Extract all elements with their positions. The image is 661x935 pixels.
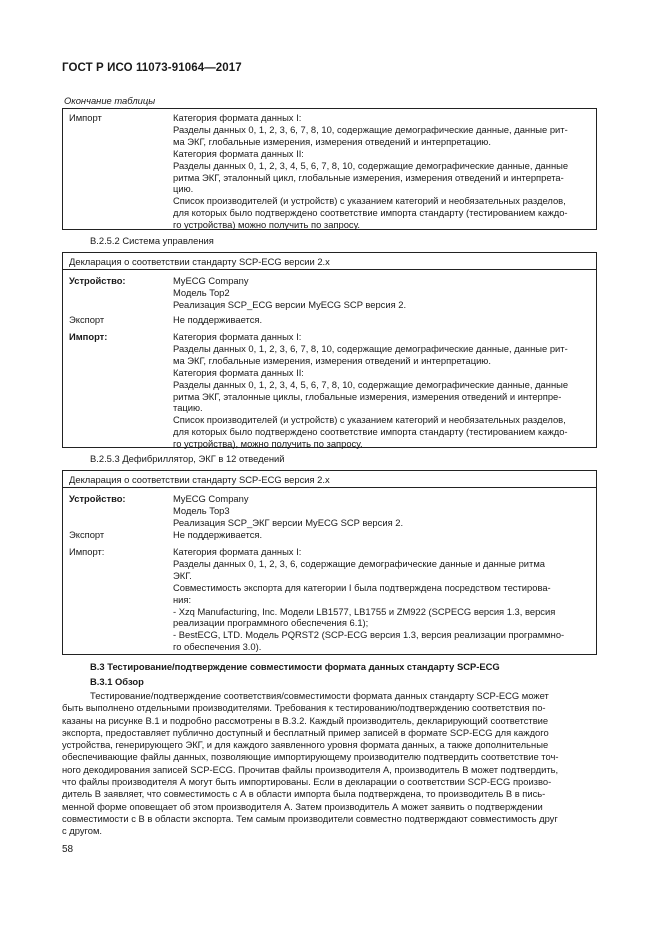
declaration-title: Декларация о соответствии стандарту SCP-ECG версия 2.x: [69, 474, 330, 485]
section-heading-b253: В.2.5.3 Дефибриллятор, ЭКГ в 12 отведений: [90, 453, 285, 464]
divider: [63, 269, 596, 270]
row-value: Категория формата данных I: Разделы данных 0, 1, 2, 3, 6, 7, 8, 10, содержащие демографические данные, данные рит- ма ЭКГ, глобальные измерения, измерения отведений и интерпретацию. Категория формата данных II: Разделы данных 0, 1, 2, 3, 4, 5, 6, 7, 8, 10, содержащие демографические данные, данные ритма ЭКГ, эталонный цикл, глобальные измерения, измерения отведений и интерпрета- цию. Список производителей (и устройств) с указанием категорий и необязательных разделов, для которых было подтверждено соответствие импорта стандарту (тестированием каждо- го устройства) можно получить по запросу.: [173, 112, 569, 231]
device-label: Устройство:: [69, 275, 126, 286]
overview-paragraph: Тестирование/подтверждение соответствия/совместимости формата данных стандарту SCP-ECG может быть выполнено отдельными производителями. Требования к тестированию/подтверждению соответствия по- казаны на рисунке В.1 и подробно рассмотрены в В.3.2. Каждый производитель, декларирующий соответствие экспорта, предоставляет публично доступный и бесплатный пример записей в формате SCP-ECG для каждого устройства, генерирующего ЭКГ, и для каждого заявленного уровня формата данных, а также дополнительные обеспечивающие файлы данных, позволяющие импортирующему производителю подтвердить соответствие точ- ного декодирования записей SCP-ECG. Прочитав файлы производителя А, производитель В может подтвердить, что файлы производителя А могут быть импортированы. Если в декларации о соответствии SCP-ECG произво- дитель В заявляет, что совместимость с А в области импорта была подтверждена, то производитель В в пись- менной форме оповещает об этом производителя А. Затем производитель А может заявить о подтверждении совместимости с В в области экспорта. Тем самым производители совместно подтверждают совместимость друг с другом.: [62, 690, 559, 837]
page-number: 58: [62, 844, 74, 855]
row-label: Импорт: [69, 112, 102, 123]
import-label: Импорт:: [69, 546, 105, 557]
export-value: Не поддерживается.: [173, 529, 263, 540]
import-label: Импорт:: [69, 331, 108, 342]
table-end-caption: Окончание таблицы: [64, 95, 156, 106]
export-label: Экспорт: [69, 314, 105, 325]
declaration-title: Декларация о соответствии стандарту SCP-ECG версии 2.x: [69, 256, 330, 267]
export-value: Не поддерживается.: [173, 314, 263, 325]
section-heading-b3: В.3 Тестирование/подтверждение совместимости формата данных стандарту SCP-ECG: [90, 661, 500, 672]
document-header: ГОСТ Р ИСО 11073-91064—2017: [62, 62, 242, 74]
declaration-box-control-system: [62, 252, 597, 448]
device-label: Устройство:: [69, 493, 126, 504]
divider: [63, 487, 596, 488]
import-value: Категория формата данных I: Разделы данных 0, 1, 2, 3, 6, 7, 8, 10, содержащие демографические данные, данные рит- ма ЭКГ, глобальные измерения, измерения отведений и интерпретацию. Категория формата данных II: Разделы данных 0, 1, 2, 3, 4, 5, 6, 7, 8, 10, содержащие демографические данные, данные ритма ЭКГ, эталонные циклы, глобальные измерения, измерения отведений и интерпре- тацию. Список производителей (и устройств) с указанием категорий и необязательных разделов, для которых было подтверждено соответствие импорта стандарту (тестированием каждо- го устройства), можно получить по запросу.: [173, 331, 569, 450]
subsection-heading-b31: В.3.1 Обзор: [90, 676, 144, 687]
table-end-box: [62, 108, 597, 230]
import-value: Категория формата данных I: Разделы данных 0, 1, 2, 3, 6, содержащие демографические данные и данные ритма ЭКГ. Совместимость экспорта для категории I была подтверждена посредством тестирова- ния: - Xzq Manufacturing, Inc. Модели LB1577, LB1755 и ZM922 (SCPECG версия 1.3, версия реализации программного обеспечения 6.1); - BestECG, LTD. Модель PQRST2 (SCP-ECG версия 1.3, версия реализации программно- го обеспечения 3.0).: [173, 546, 565, 653]
export-label: Экспорт: [69, 529, 105, 540]
section-heading-b252: В.2.5.2 Система управления: [90, 235, 214, 246]
device-value: MyECG Company Модель Top3 Реализация SCP_ЭКГ версии MyECG SCP версия 2.: [173, 493, 404, 528]
declaration-box-defibrillator: [62, 470, 597, 655]
device-value: MyECG Company Модель Top2 Реализация SCP_ECG версии MyECG SCP версия 2.: [173, 275, 407, 310]
